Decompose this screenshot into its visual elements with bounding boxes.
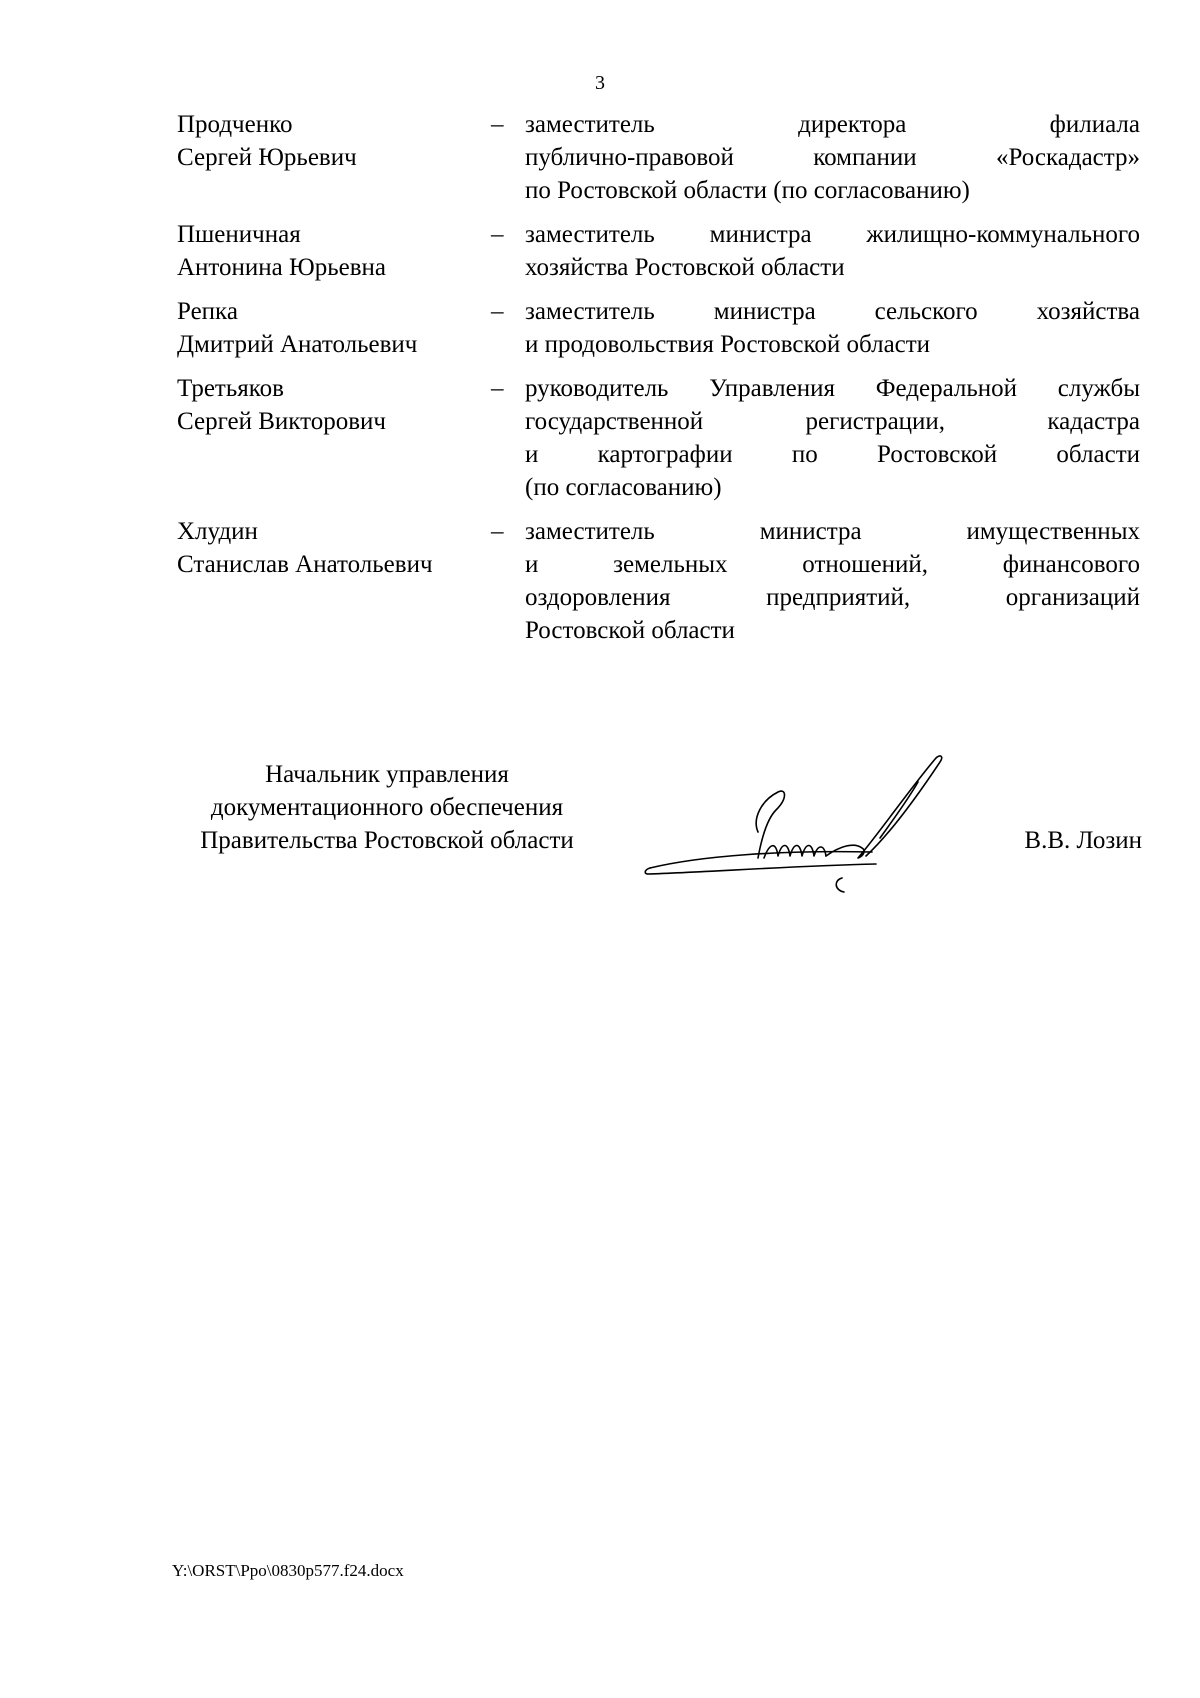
role-line: и картографии по Ростовской области xyxy=(525,441,1140,468)
member-name xyxy=(177,218,491,284)
member-given-names: Сергей Юрьевич xyxy=(177,144,357,171)
role-line: оздоровления предприятий, организаций xyxy=(525,584,1140,611)
member-row xyxy=(177,372,1140,504)
role-line: по Ростовской области (по согласованию) xyxy=(525,177,970,204)
member-surname: Пшеничная xyxy=(177,221,301,248)
member-surname: Хлудин xyxy=(177,518,258,545)
page-number: 3 xyxy=(595,72,605,94)
role-line: государственной регистрации, кадастра xyxy=(525,408,1140,435)
member-role xyxy=(525,218,1140,284)
signatory-name: В.В. Лозин xyxy=(1024,827,1142,854)
member-row xyxy=(177,108,1140,207)
role-line: заместитель министра сельского хозяйства xyxy=(525,298,1140,325)
member-dash: – xyxy=(491,111,504,138)
role-line: публично-правовой компании «Роскадастр» xyxy=(525,144,1140,171)
role-line: заместитель министра имущественных xyxy=(525,518,1140,545)
member-dash: – xyxy=(491,221,504,248)
member-name xyxy=(177,515,491,647)
member-given-names: Дмитрий Анатольевич xyxy=(177,331,418,358)
members-list xyxy=(177,108,1140,658)
member-name xyxy=(177,372,491,504)
member-role xyxy=(525,108,1140,207)
handwritten-signature xyxy=(640,746,970,906)
role-line: и продовольствия Ростовской области xyxy=(525,331,931,358)
member-dash: – xyxy=(491,518,504,545)
signatory-position-line: Начальник управления xyxy=(265,761,509,788)
member-name xyxy=(177,295,491,361)
role-line: заместитель директора филиала xyxy=(525,111,1140,138)
member-given-names: Сергей Викторович xyxy=(177,408,386,435)
signatory-position-line: документационного обеспечения xyxy=(210,794,564,821)
member-surname: Репка xyxy=(177,298,238,325)
member-surname: Продченко xyxy=(177,111,293,138)
member-dash: – xyxy=(491,375,504,402)
member-given-names: Антонина Юрьевна xyxy=(177,254,386,281)
member-name xyxy=(177,108,491,207)
role-line: заместитель министра жилищно-коммунального xyxy=(525,221,1140,248)
member-dash: – xyxy=(491,298,504,325)
member-role xyxy=(525,372,1140,504)
member-row xyxy=(177,515,1140,647)
member-row xyxy=(177,218,1140,284)
document-file-path: Y:\ORST\Ppo\0830p577.f24.docx xyxy=(172,1561,404,1580)
member-role xyxy=(525,515,1140,647)
signatory-position-line: Правительства Ростовской области xyxy=(200,827,574,854)
role-line: руководитель Управления Федеральной службы xyxy=(525,375,1140,402)
signature-block xyxy=(172,758,1142,918)
member-role xyxy=(525,295,1140,361)
role-line: хозяйства Ростовской области xyxy=(525,254,845,281)
signatory-position xyxy=(172,758,602,857)
member-given-names: Станислав Анатольевич xyxy=(177,551,433,578)
role-line: и земельных отношений, финансового xyxy=(525,551,1140,578)
member-surname: Третьяков xyxy=(177,375,284,402)
member-row xyxy=(177,295,1140,361)
role-line: (по согласованию) xyxy=(525,474,722,501)
role-line: Ростовской области xyxy=(525,617,735,644)
